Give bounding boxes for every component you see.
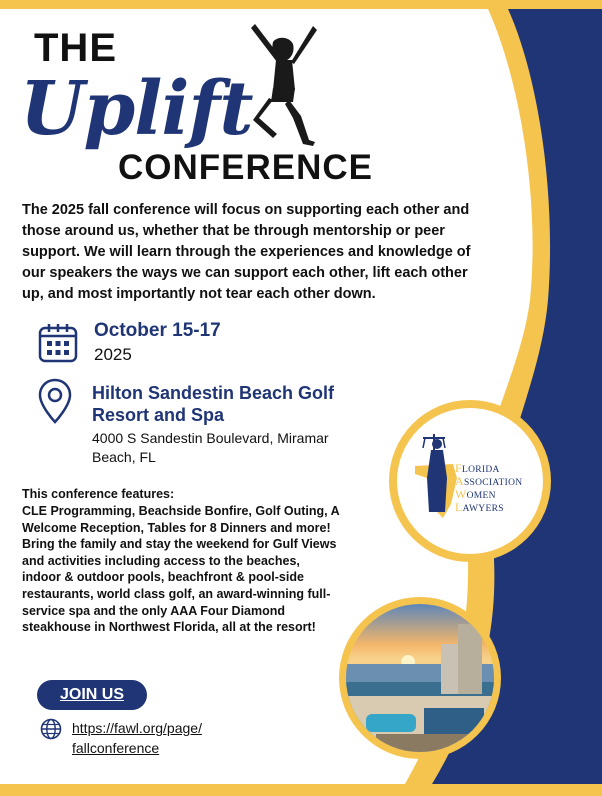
fawl-logo-text bbox=[455, 463, 522, 515]
logo-initial-f: F bbox=[455, 461, 462, 475]
venue-name: Hilton Sandestin Beach Golf Resort and Spa bbox=[92, 383, 335, 425]
title-uplift: Uplift bbox=[20, 66, 253, 152]
logo-initial-w: W bbox=[455, 487, 467, 501]
globe-icon bbox=[40, 718, 62, 740]
logo-initial-a: A bbox=[455, 474, 464, 488]
logo-word-florida: LORIDA bbox=[461, 465, 500, 475]
registration-link-line1[interactable]: https://fawl.org/page/ bbox=[72, 720, 202, 736]
venue-address: 4000 S Sandestin Boulevard, Miramar Beach, FL bbox=[92, 430, 329, 465]
registration-link-line2[interactable]: fallconference bbox=[72, 740, 160, 756]
calendar-icon bbox=[38, 323, 78, 363]
registration-link[interactable] bbox=[72, 718, 202, 758]
features-body: CLE Programming, Beachside Bonfire, Golf Outing, A Welcome Reception, Tables for 8 Dinners and more! Bring the family and stay the weekend for Gulf Views and activities including access to the beaches, indoor & outdoor pools, beachfront & pool-side restaurants, world class golf, an award-winning full-service spa and the only AAA Four Diamond steakhouse in Northwest Florida, all at the resort! bbox=[22, 504, 340, 635]
bottom-gold-bar bbox=[0, 784, 602, 796]
resort-beach-photo bbox=[346, 604, 494, 752]
jumping-woman-silhouette bbox=[243, 18, 323, 148]
features-heading: This conference features: bbox=[22, 487, 175, 501]
resort-photo-image bbox=[346, 604, 494, 752]
map-pin-icon bbox=[37, 378, 73, 424]
logo-word-women: OMEN bbox=[466, 491, 496, 501]
logo-initial-l: L bbox=[455, 500, 463, 514]
logo-word-lawyers: AWYERS bbox=[462, 504, 504, 514]
event-year: 2025 bbox=[94, 345, 132, 364]
intro-paragraph: The 2025 fall conference will focus on supporting each other and those around us, whether that be through mentorship or peer support. We will learn through the experiences and knowledge of our speakers the ways we can support each other, lift each other up, and most importantly not tear each other down. bbox=[22, 202, 471, 302]
join-us-button[interactable]: JOIN US bbox=[37, 680, 147, 710]
logo-word-association: SSOCIATION bbox=[463, 478, 523, 488]
title-conference: CONFERENCE bbox=[118, 148, 374, 187]
event-date: October 15-17 bbox=[94, 320, 221, 341]
title-the: THE bbox=[34, 26, 117, 70]
